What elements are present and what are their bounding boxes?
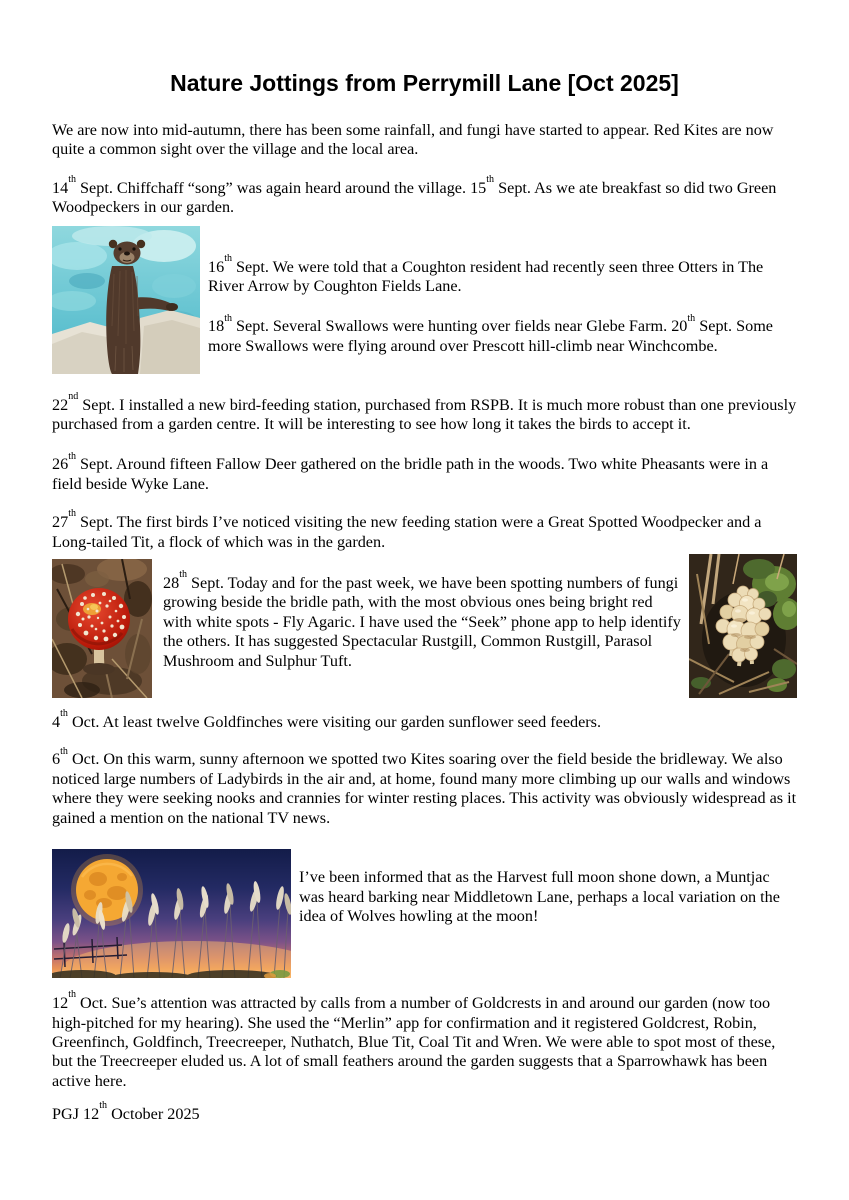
otter-photo: [52, 226, 200, 374]
paragraph-harvest-moon: I’ve been informed that as the Harvest full moon shone down, a Muntjac was heard barking near Middletown Lane, perhaps a local variation on the idea of Wolves howling at the moon!: [299, 868, 780, 925]
paragraph-sept26: 26th Sept. Around fifteen Fallow Deer gathered on the bridle path in the woods. Two white Pheasants were in a field beside Wyke Lane.: [52, 450, 769, 493]
author-signoff: PGJ 12th October 2025: [52, 1100, 200, 1124]
paragraph-sept27: 27th Sept. The first birds I’ve noticed visiting the new feeding station were a Great Spotted Woodpecker and a Long-tailed Tit, a flock of which was in the garden.: [52, 508, 762, 551]
fly-agaric-photo: [52, 559, 152, 698]
otter-text-column: [200, 226, 797, 357]
paragraph-oct6: 6th Oct. On this warm, sunny afternoon we spotted two Kites soaring over the field beside the bridleway. We also noticed large numbers of Ladybirds in the air and, at home, found many more climbing up our walls and windows where they were seeking nooks and crannies for winter resting places. This activity was obviously widespread as it gained a mention on the national TV news.: [52, 745, 797, 827]
paragraph-sept14-15: 14th Sept. Chiffchaff “song” was again heard around the village. 15th Sept. As we ate breakfast so did two Green Woodpeckers in our garden.: [52, 173, 777, 217]
harvest-moon-photo: [52, 849, 291, 978]
page-title: Nature Jottings from Perrymill Lane [Oct 2025]: [170, 70, 679, 96]
otter-section: [52, 226, 797, 374]
harvest-moon-section: [52, 849, 797, 978]
paragraph-sept16: 16th Sept. We were told that a Coughton resident had recently seen three Otters in The River Arrow by Coughton Fields Lane.: [208, 252, 764, 296]
paragraph-sept28: 28th Sept. Today and for the past week, we have been spotting numbers of fungi growing beside the bridle path, with the most obvious ones being bright red with white spots - Fly Agaric. I have used the “Seek” phone app to help identify the others. It has suggested Spectacular Rustgill, Common Rustgill, Parasol Mushroom and Sulphur Tuft.: [163, 569, 681, 670]
paragraph-oct4: 4th Oct. At least twelve Goldfinches were visiting our garden sunflower seed feeders.: [52, 708, 602, 732]
sulphur-tuft-photo: [689, 554, 797, 698]
moon-text-column: [291, 849, 797, 926]
paragraph-intro: We are now into mid-autumn, there has been some rainfall, and fungi have started to appear. Red Kites are now quite a common sight over the village and the local area.: [52, 121, 774, 159]
paragraph-sept18-20: 18th Sept. Several Swallows were hunting over fields near Glebe Farm. 20th Sept. Some more Swallows were flying around over Prescott hill-climb near Winchcombe.: [208, 312, 773, 355]
paragraph-sept22: 22nd Sept. I installed a new bird-feeding station, purchased from RSPB. It is much more robust than one previously purchased from a garden centre. It will be interesting to see how long it takes the birds to accept it.: [52, 390, 797, 434]
paragraph-oct12: 12th Oct. Sue’s attention was attracted by calls from a number of Goldcrests in and around our garden (now too high-pitched for my hearing). She used the “Merlin” app for confirmation and it registered Goldcrest, Robin, Greenfinch, Goldfinch, Treecreeper, Nuthatch, Blue Tit, Coal Tit and Wren. We were able to spot most of these, but the Treecreeper eluded us. A lot of small feathers around the garden suggests that a Sparrowhawk has been active here.: [52, 989, 776, 1090]
fungi-text-column: [152, 554, 689, 671]
fungi-section: [52, 554, 797, 698]
